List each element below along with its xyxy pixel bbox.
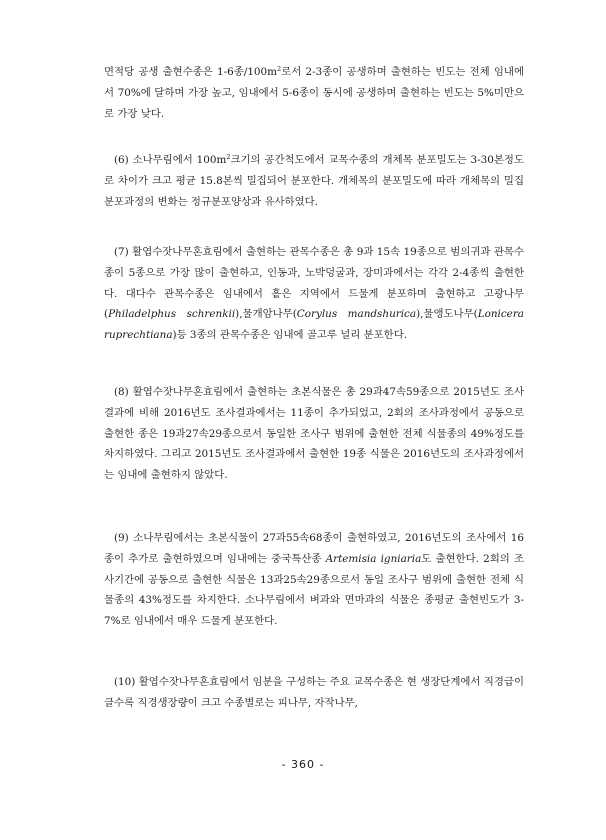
- species-name-philadelphus: Philadelphus schrenkii: [108, 308, 236, 321]
- species-name-artemisia: Artemisia igniaria: [325, 552, 422, 565]
- paragraph-density: 면적당 공생 출현수종은 1-6종$/100m^2$로서 2-3종이 공생하며 출현하는 빈도는 전체 임내에서 70%에 달하며 가장 높고, 임내에서 5-6종이 동시에 공생하며 출현하는 빈도는 5%미만으로 가장 낮다.: [104, 65, 524, 120]
- paragraph-10: (10) 활엽수잣나무혼효림에서 임분을 구성하는 주요 교목수종은 현 생장단계에서 직경급이 클수록 직경생장량이 크고 수종별로는 피나무, 자작나무,: [104, 676, 524, 709]
- paragraph-8: (8) 활엽수잣나무혼효림에서 출현하는 초본식물은 총 29과47속59종으로 2015년도 조사결과에 비해 2016년도 조사결과에서는 11종이 추가되었고, 2회의 조사과정에서 공동으로 출현한 종은 19과27속29종으로서 동일한 조사구 범위에 출현한 전체 식물종의 49%정도를 차지하였다. 그리고 2015년도 조사결과에서 출현한 19종 식물은 2016년도의 조사과정에서는 임내에 출현하지 않았다.: [104, 386, 524, 482]
- page-number: - 360 -: [281, 758, 325, 771]
- species-name-lonicera: Lonicera ruprechtiana: [104, 308, 524, 342]
- paragraph-6: (6) 소나무림에서 $100m^2$크기의 공간척도에서 교목수종의 개체목 분포밀도는 3-30본정도로 차이가 크고 평균 15.8본씩 밀집되어 분포한다. 개체목의 분포밀도에 따라 개체목의 밀집 분포과정의 변화는 정규분포양상과 유사하였다.: [104, 153, 524, 208]
- paragraph-9: (9) 소나무림에서는 초본식물이 27과55속68종이 출현하였고, 2016년도의 조사에서 16종이 추가로 출현하였으며 임내에는 중국특산종 Artemisia igniaria도 출현한다. 2회의 조사기간에 공동으로 출현한 식물은 13과25속29종으로서 동일 조사구 범위에 출현한 전체 식물종의 43%정도를 차지한다. 소나무림에서 벼과와 면마과의 식물은 종평균 출현빈도가 3-7%로 임내에서 매우 드물게 분포한다.: [104, 532, 525, 628]
- species-name-corylus: Corylus mandshurica: [296, 308, 417, 321]
- paragraph-7: (7) 활엽수잣나무혼효림에서 출현하는 관목수종은 총 9과 15속 19종으로 범의귀과 관목수종이 5종으로 가장 많이 출현하고, 인동과, 노박덩굴과, 장미과에서는 각각 2-4종씩 출현한다. 대다수 관목수종은 임내에서 흩은 지역에서 드물게 분포하며 출현하고 고광나무(Philadelphus schrenkii),물개암나무(Corylus mandshurica),물앵도나무(Lonicera ruprechtiana)등 3종의 관목수종은 임내에 골고루 널리 분포한다.: [104, 246, 524, 342]
